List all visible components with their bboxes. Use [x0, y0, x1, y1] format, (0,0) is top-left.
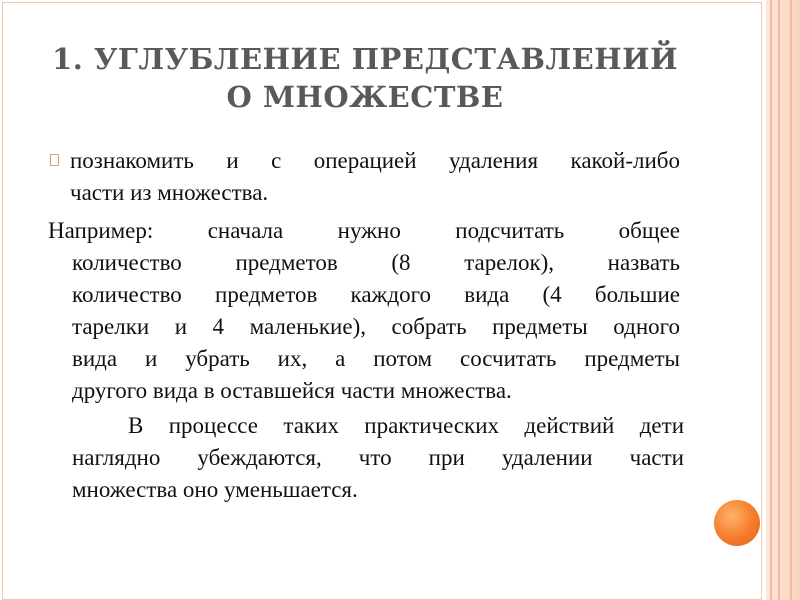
text-line: вида и убрать их, а потом сосчитать предметы [72, 346, 680, 371]
text-line: Например: сначала нужно подсчитать общее [48, 218, 680, 243]
decorative-stripe [770, 0, 772, 600]
text-line: части из множества. [70, 180, 269, 205]
text-line: другого вида в оставшейся части множества. [72, 378, 512, 403]
title-line: 1. УГЛУБЛЕНИЕ ПРЕДСТАВЛЕНИЙ [52, 42, 678, 76]
orange-circle-decoration [714, 500, 760, 546]
title-line: О МНОЖЕСТВЕ [226, 80, 504, 114]
conclusion-paragraph [72, 410, 684, 506]
example-paragraph [48, 215, 680, 407]
text-line: тарелки и 4 маленькие), собрать предметы одного [72, 314, 680, 339]
text-line: количество предметов каждого вида (4 большие [72, 282, 680, 307]
bullet-text [70, 145, 680, 209]
text-line: В процессе таких практических действий дети [128, 413, 684, 438]
text-line: множества оно уменьшается. [72, 477, 358, 502]
text-line: количество предметов (8 тарелок), назвать [72, 250, 680, 275]
decorative-stripe [778, 0, 780, 600]
text-line: наглядно убеждаются, что при удалении части [72, 445, 684, 470]
bullet-square-icon [50, 154, 59, 166]
slide-title [40, 40, 690, 116]
decorative-stripe [790, 0, 792, 600]
text-line: познакомить и с операцией удаления какой-либо [70, 148, 680, 173]
